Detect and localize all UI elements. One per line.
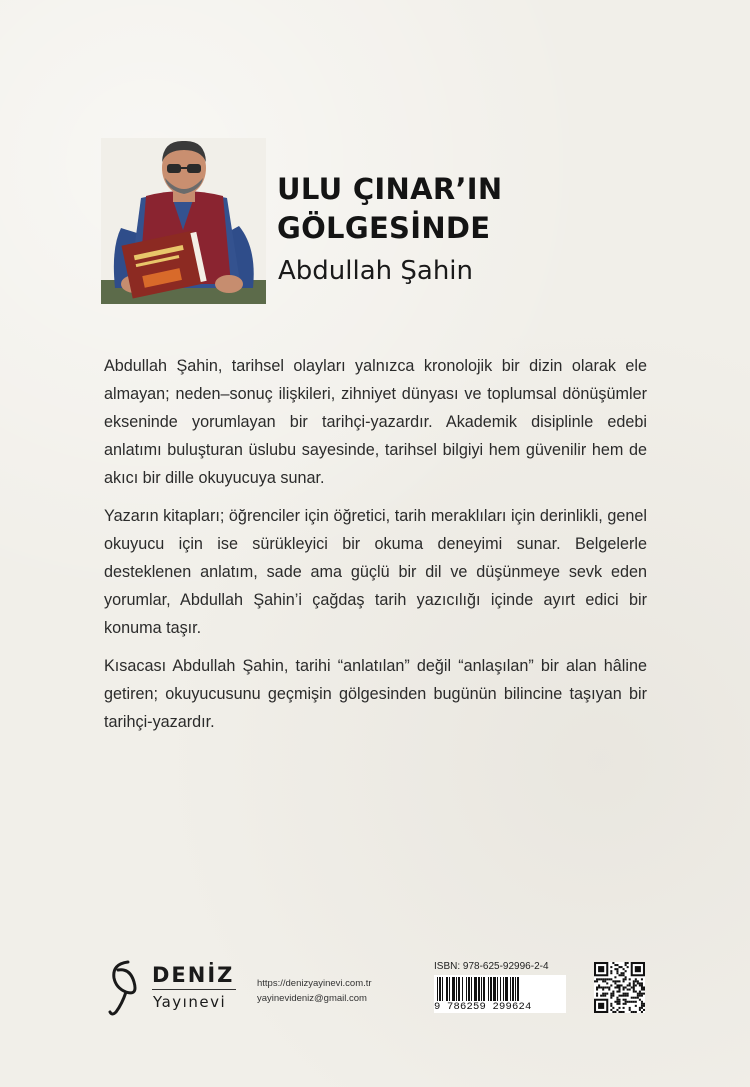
qr-code-icon bbox=[594, 962, 645, 1013]
book-title-line-1: ULU ÇINAR’IN bbox=[277, 172, 503, 206]
publisher-brand: DENİZ bbox=[152, 963, 235, 987]
biography-paragraph: Kısacası Abdullah Şahin, tarihi “anlatılan” değil “anlaşılan” bir alan hâline getiren; okuyucusunu geçmişin gölgesinden bugünün bilincine taşıyan bir tarihçi-yazardır. bbox=[104, 657, 647, 731]
book-title bbox=[277, 170, 502, 248]
author-biography bbox=[104, 352, 647, 746]
isbn-label: ISBN: 978-625-92996-2-4 bbox=[434, 961, 549, 972]
author-photo bbox=[101, 138, 266, 304]
publisher-subtitle: Yayınevi bbox=[153, 993, 227, 1011]
publisher-divider bbox=[152, 989, 236, 990]
publisher-email[interactable]: yayinevideniz@gmail.com bbox=[257, 993, 367, 1004]
publisher-website[interactable]: https://denizyayinevi.com.tr bbox=[257, 978, 372, 989]
barcode-digits: 9 786259 299624 bbox=[434, 1001, 566, 1013]
publisher-contact bbox=[257, 976, 372, 1006]
author-name: Abdullah Şahin bbox=[278, 256, 474, 286]
biography-paragraph: Yazarın kitapları; öğrenciler için öğretici, tarih meraklıları için derinlikli, genel okuyucu için ise sürükleyici bir okuma deneyimi sunar. Belgelerle desteklenen anlatım, sade ama güçlü bir dil ve düşünmeye sevk eden yorumlar, Abdullah Şahin’i çağdaş tarih yazıcılığı içinde ayırt edici bir konuma taşır. bbox=[104, 507, 647, 637]
biography-paragraph: Abdullah Şahin, tarihsel olayları yalnızca kronolojik bir dizin olarak ele almayan; neden–sonuç ilişkileri, zihniyet dünyası ve toplumsal dönüşümler ekseninde yorumlayan bir tarihçi-yazardır. Akademik disiplinle edebi anlatımı buluşturan üslubu sayesinde, tarihsel bilgiyi hem güvenilir hem de akıcı bir dille okuyucuya sunar. bbox=[104, 357, 647, 487]
script-d-logo-icon bbox=[108, 958, 144, 1016]
book-title-line-2: GÖLGESİNDE bbox=[277, 211, 491, 245]
